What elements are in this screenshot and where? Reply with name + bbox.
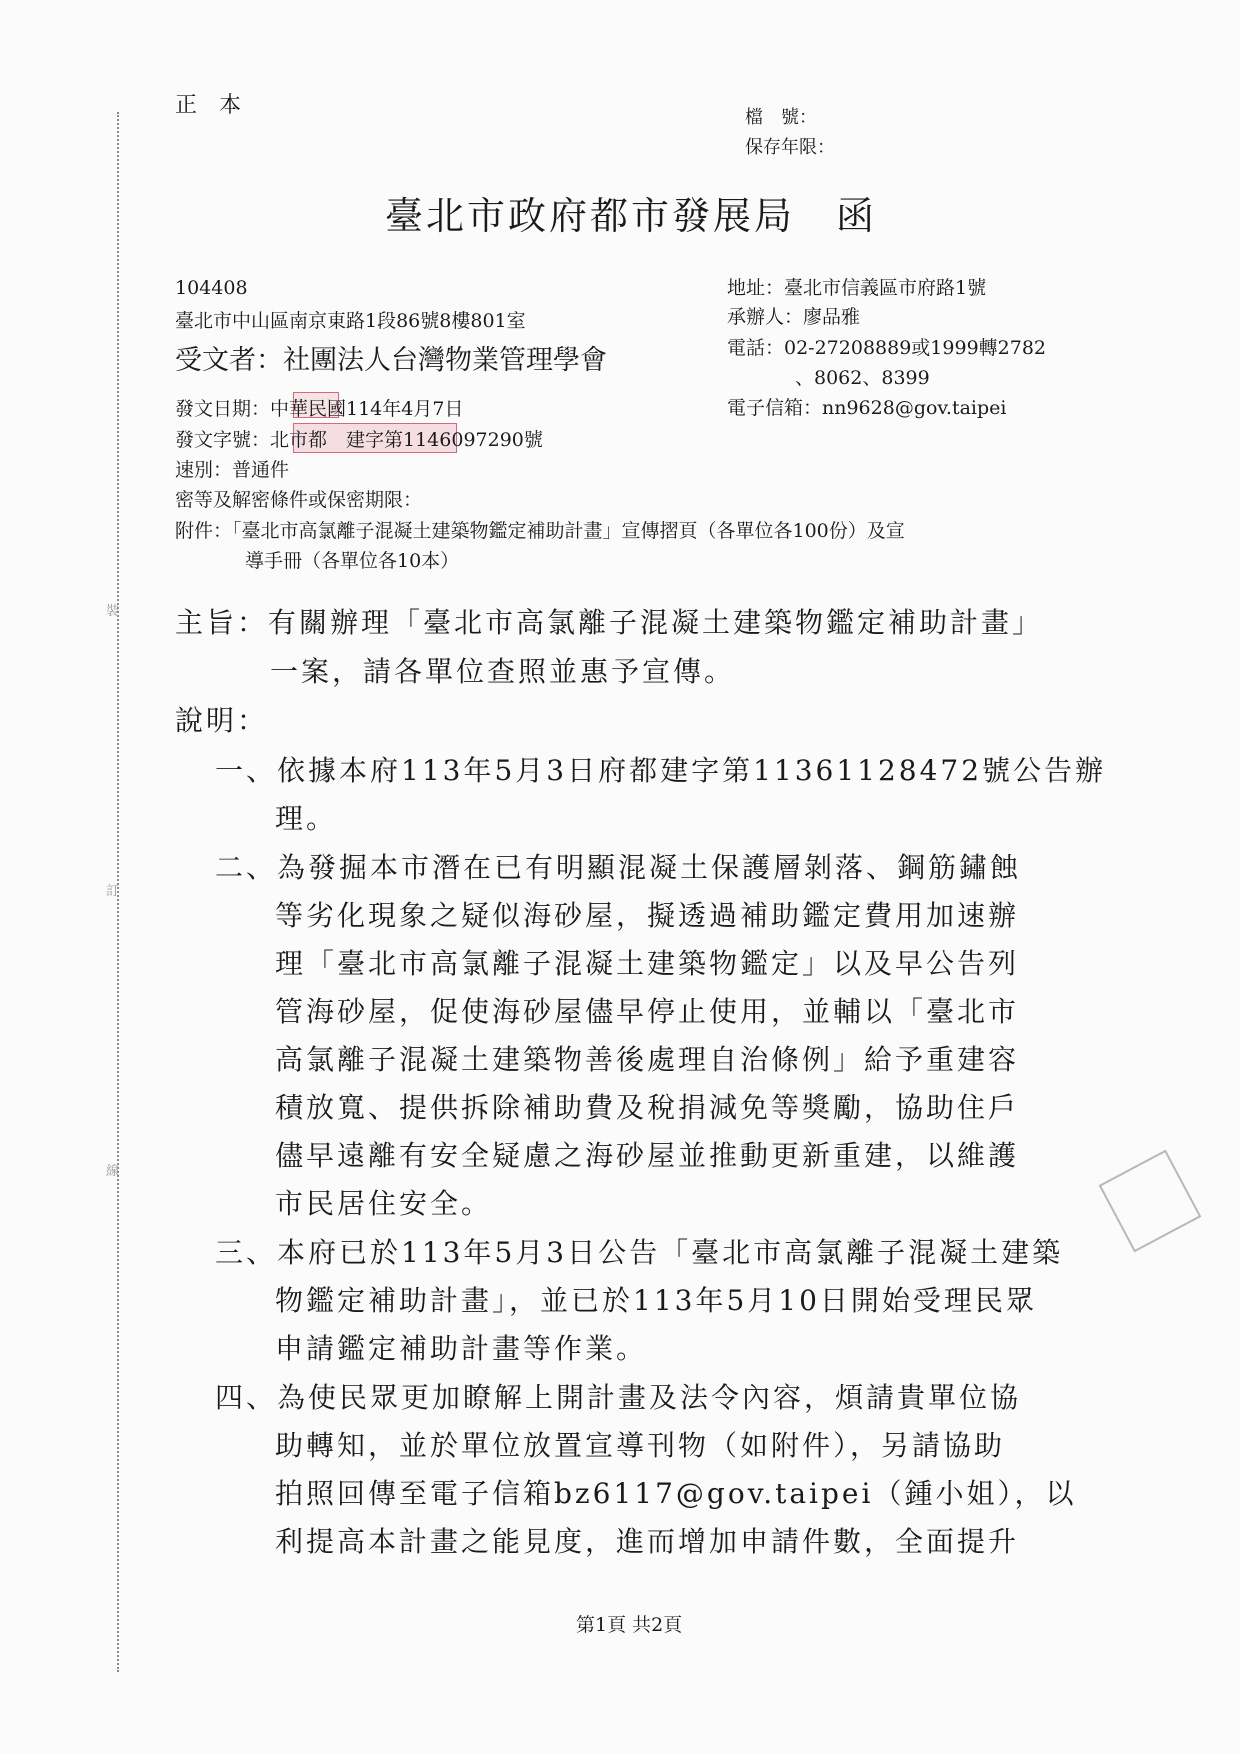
issue-number: 發文字號：北市都 建字第1146097290號 [175, 429, 543, 451]
item-2-line-2: 等劣化現象之疑似海砂屋，擬透過補助鑑定費用加速辦 [275, 899, 1020, 932]
item-2-line-4: 管海砂屋，促使海砂屋儘早停止使用，並輔以「臺北市 [275, 995, 1020, 1028]
item-1-line-1: 一、依據本府113年5月3日府都建字第11361128472號公告辦 [215, 754, 1107, 787]
handler: 承辦人：廖品雅 [727, 306, 861, 328]
official-seal-stamp [1099, 1150, 1202, 1253]
archive-number-label: 檔 號： [745, 107, 817, 128]
margin-mark-line: 線 [106, 1164, 120, 1179]
retention-label: 保存年限： [745, 137, 835, 158]
item-3-line-1: 三、本府已於113年5月3日公告「臺北市高氯離子混凝土建築 [215, 1236, 1064, 1269]
margin-mark-staple: 訂 [106, 884, 120, 899]
phone-line-2: 、8062、8399 [795, 367, 930, 389]
document-title: 臺北市政府都市發展局 函 [385, 194, 878, 238]
item-2-line-5: 高氯離子混凝土建築物善後處理自治條例」給予重建容 [275, 1043, 1020, 1076]
item-2-line-1: 二、為發掘本市潛在已有明顯混凝土保護層剝落、鋼筋鏽蝕 [215, 851, 1022, 884]
item-2-line-8: 市民居住安全。 [275, 1187, 493, 1220]
subject-line-1: 主旨：有關辦理「臺北市高氯離子混凝土建築物鑑定補助計畫」 [175, 606, 1044, 639]
speed-category: 速別：普通件 [175, 459, 290, 481]
email: 電子信箱：nn9628@gov.taipei [727, 397, 1007, 419]
page-number: 第1頁 共2頁 [576, 1614, 683, 1636]
recipient: 受文者：社團法人台灣物業管理學會 [175, 345, 607, 376]
item-2-line-3: 理「臺北市高氯離子混凝土建築物鑑定」以及早公告列 [275, 947, 1020, 980]
sender-address: 地址：臺北市信義區市府路1號 [727, 277, 987, 299]
issue-date: 發文日期：中華民國114年4月7日 [175, 398, 464, 420]
item-4-line-4: 利提高本計畫之能見度，進而增加申請件數，全面提升 [275, 1525, 1020, 1558]
item-3-line-2: 物鑑定補助計畫」，並已於113年5月10日開始受理民眾 [275, 1284, 1037, 1317]
recipient-address: 臺北市中山區南京東路1段86號8樓801室 [175, 310, 526, 332]
attachment-line-1: 附件：「臺北市高氯離子混凝土建築物鑑定補助計畫」宣傳摺頁（各單位各100份）及宣 [175, 520, 905, 542]
classification: 密等及解密條件或保密期限： [175, 489, 423, 511]
item-2-line-6: 積放寬、提供拆除補助費及稅捐減免等獎勵，協助住戶 [275, 1091, 1020, 1124]
attachment-line-2: 導手冊（各單位各10本） [245, 550, 460, 572]
item-1-line-2: 理。 [275, 802, 338, 835]
phone-line-1: 電話：02-27208889或1999轉2782 [727, 337, 1047, 359]
subject-line-2: 一案，請各單位查照並惠予宣傳。 [270, 655, 736, 688]
explanation-heading: 說明： [175, 704, 269, 737]
postal-code: 104408 [175, 277, 248, 299]
margin-mark-bind: 裝 [106, 604, 120, 619]
item-4-line-1: 四、為使民眾更加瞭解上開計畫及法令內容，煩請貴單位協 [215, 1381, 1022, 1414]
item-4-line-3: 拍照回傳至電子信箱bz6117@gov.taipei（鍾小姐），以 [275, 1477, 1077, 1510]
item-3-line-3: 申請鑑定補助計畫等作業。 [275, 1332, 648, 1365]
item-2-line-7: 儘早遠離有安全疑慮之海砂屋並推動更新重建，以維護 [275, 1139, 1020, 1172]
item-4-line-2: 助轉知，並於單位放置宣導刊物（如附件），另請協助 [275, 1429, 1006, 1462]
copy-label: 正本 [175, 93, 264, 118]
